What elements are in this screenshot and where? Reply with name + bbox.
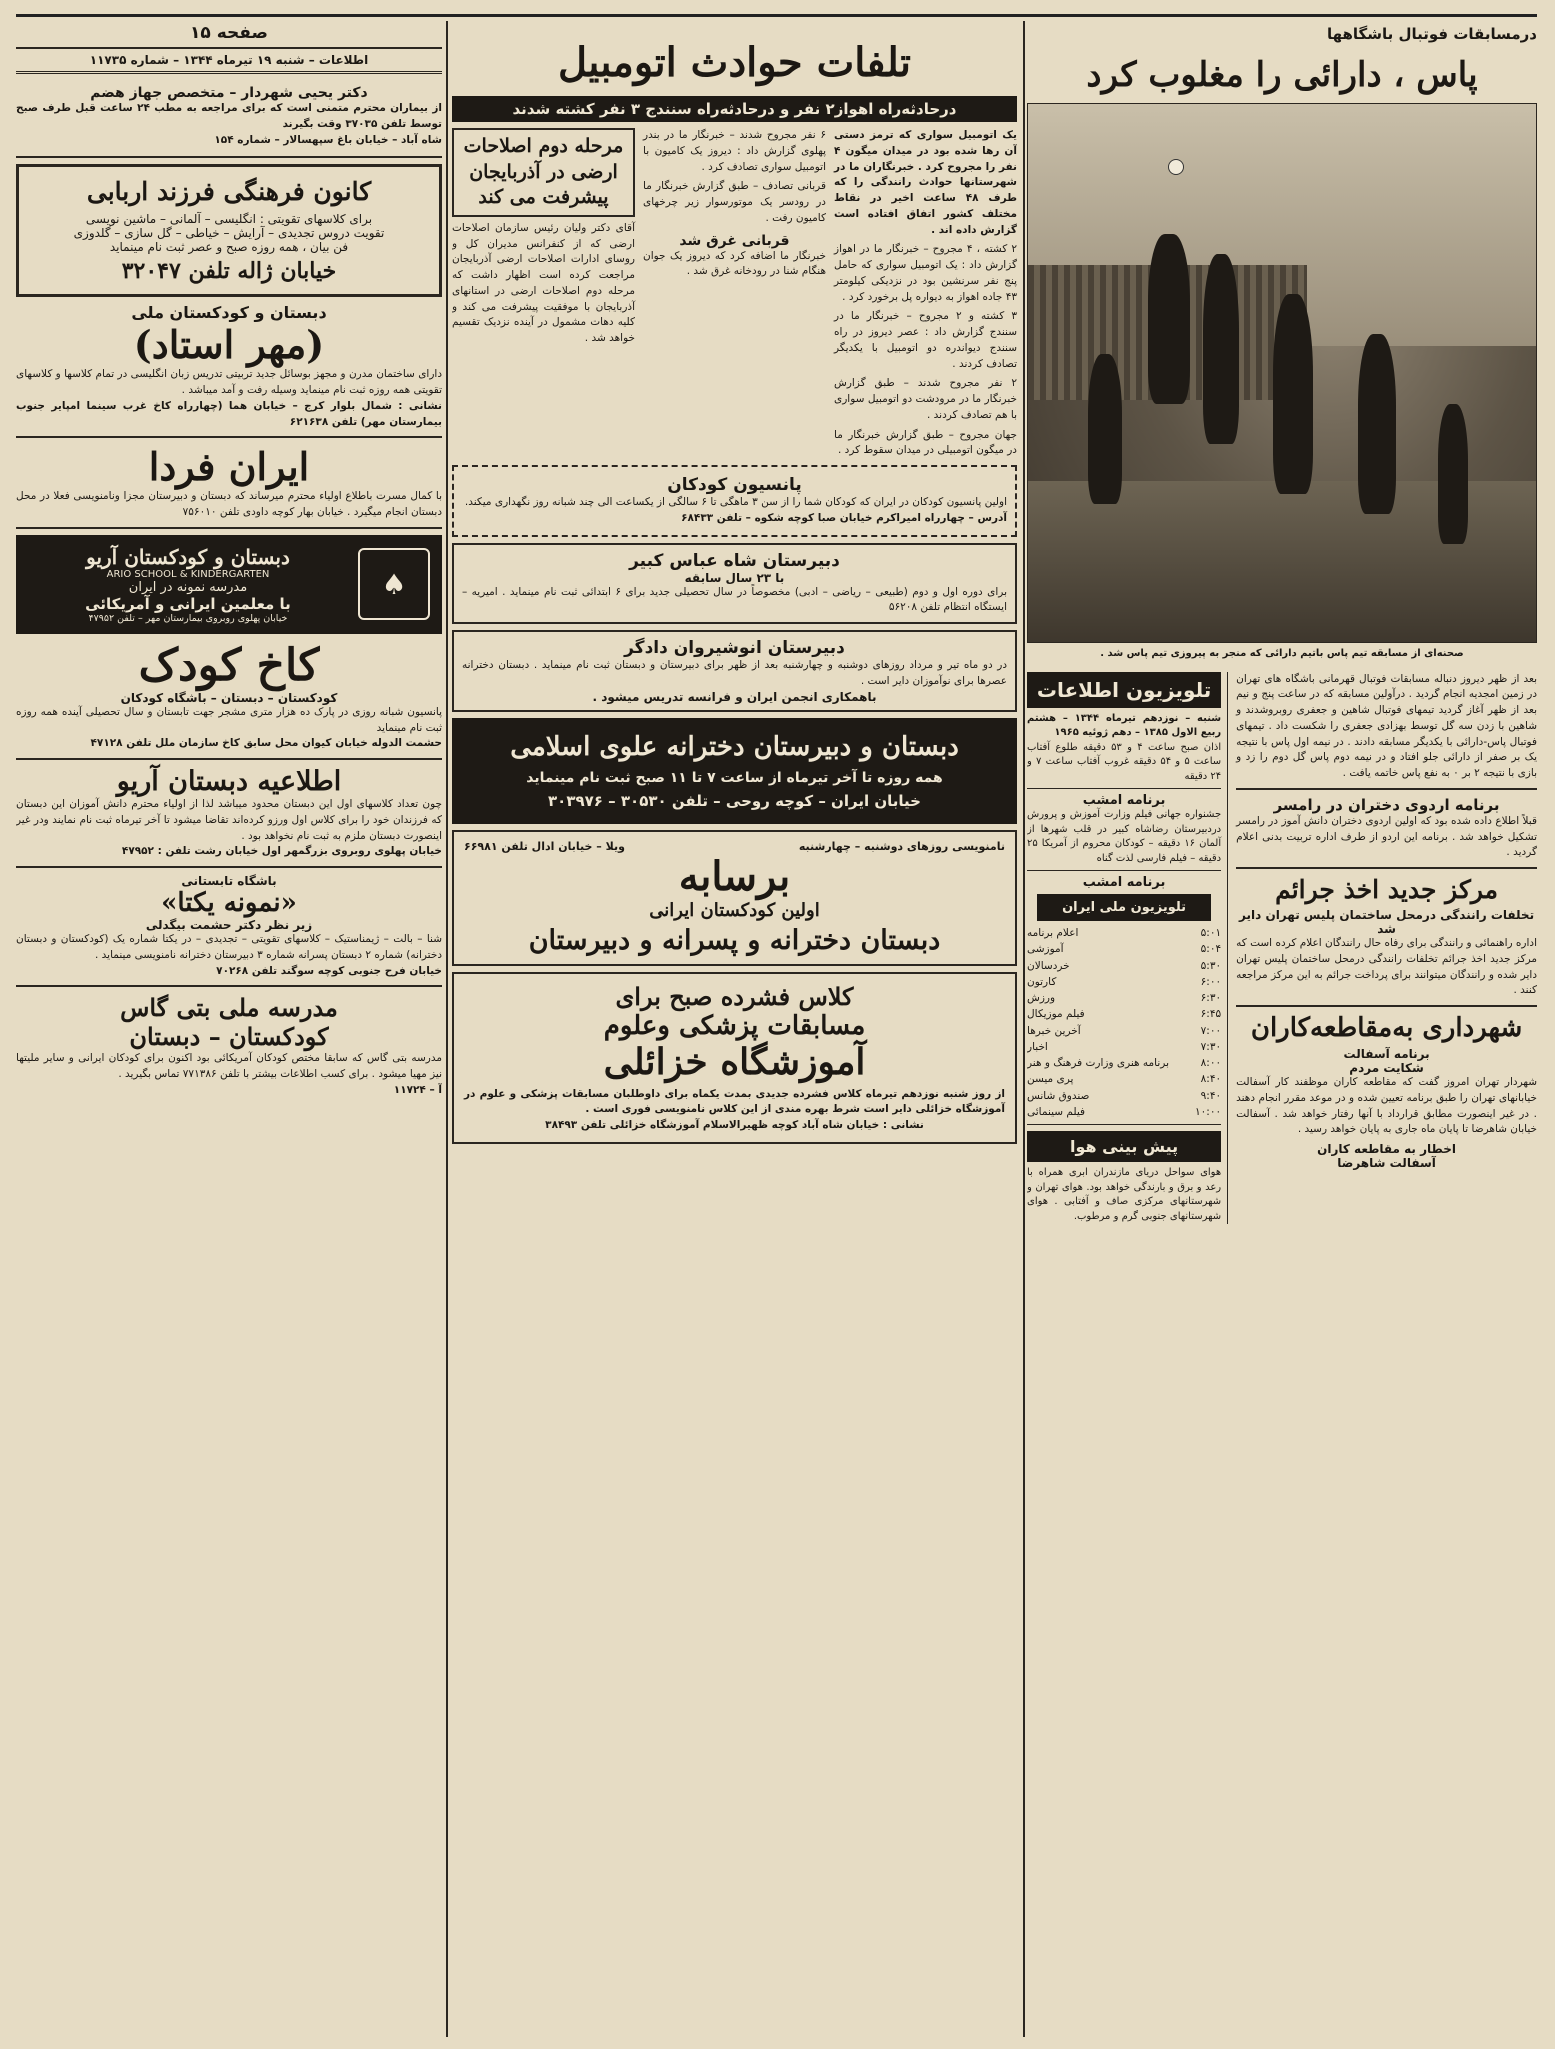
- accidents-item-2: ۶ نفر مجروح شدند – خبرنگار ما در بندر پهلوی گزارش داد : دیروز یک کامیون با اتومبیل سواری تصادف کرد .: [643, 129, 826, 173]
- pension-body: اولین پانسیون کودکان در ایران که کودکان شما را از سن ۳ ماهگی تا ۶ سالگی از یکساعت الی چند شبانه روز نگهداری میکند.: [464, 496, 1007, 508]
- municipality-body: شهردار تهران امروز گفت که مقاطعه کاران موظفند کار آسفالت خیابانهای تهران را طبق برنامه تعیین شده و در موعد مقرر انجام دهند . در غیر اینصورت مطابق قرارداد با آنها رفتار خواهد شد . آسفالت خیابان شاهرضا تا پایان ماه جاری به پایان خواهد رسید .: [1236, 1076, 1537, 1136]
- photo-caption: صحنه‌ای از مسابقه تیم پاس باتیم دارائی که منجر به پیروزی تیم پاس شد .: [1100, 648, 1464, 659]
- khazaeli-address: نشانی : خیابان شاه آباد کوچه ظهیرالاسلام آموزشگاه خزائلی تلفن ۳۸۴۹۳: [545, 1119, 924, 1131]
- player-figure: [1088, 354, 1122, 504]
- anushirvan-ad: [452, 630, 1017, 712]
- drowned-body: خبرنگار ما اضافه کرد که دیروز یک جوان هنگام شنا در رودخانه غرق شد .: [643, 249, 826, 278]
- kakh-address: حشمت الدوله خیابان کیوان محل سابق کاخ سازمان ملل تلفن ۴۷۱۲۸: [90, 737, 442, 750]
- pension-headline: پانسیون کودکان: [667, 475, 802, 495]
- kakh-sub: کودکستان – دبستان – باشگاه کودکان: [120, 690, 338, 705]
- tonight-title: برنامه امشب: [1082, 793, 1166, 808]
- iranfarda-body: با کمال مسرت باطلاع اولیاء محترم میرساند که دبستان و دبیرستان مجزا ونامنویسی فعلا در محل دبستان انجام میگیرد . خیابان بهار کوچه داودی تلفن ۷۵۶۰۱۰: [16, 490, 442, 518]
- newspaper-page: [16, 14, 1537, 2034]
- mehrostad-address: نشانی : شمال بلوار کرج – خیابان هما (چهارراه کاخ غرب سینما امپایر جنوب بیمارستان مهر) تلفن ۶۲۱۶۳۸: [16, 399, 442, 428]
- khazaeli-body: از روز شنبه نوزدهم تیرماه کلاس فشرده جدیدی بمدت یکماه برای داوطلبان مسابقات پزشکی و علوم در آموزشگاه خزائلی دایر است شرط بهره مندی از این کلاس نامنویسی فوری است .: [464, 1087, 1005, 1116]
- pension-ad: [452, 465, 1017, 537]
- tv-column: [1027, 672, 1228, 1225]
- barsabeh-ad: [452, 830, 1017, 966]
- schedule-row: ۷:۳۰ اخبار: [1027, 1040, 1222, 1053]
- barsabeh-main: دبستان دخترانه و پسرانه و دبیرستان: [528, 924, 941, 956]
- accidents-body: یک اتومبیل سواری که ترمز دستی آن رها شده بود در میدان میگون ۴ نفر را مجروح کرد . خبرنگاران ما در شهرستانها حوادث رانندگی را که طرف ۴۸ ساعت اخیر در نقاط مختلف کشور اتفاق افتاده است گزارش داده اند .: [834, 129, 1017, 236]
- betty-headline: مدرسه ملی بتی گاس: [120, 993, 338, 1023]
- municipality-sub4: آسفالت شاهرضا: [1337, 1156, 1436, 1170]
- tv-logo: تلویزیون اطلاعات: [1027, 672, 1221, 708]
- kanoon-ad: [16, 164, 442, 297]
- accidents-col-3: [452, 128, 635, 459]
- dateline: اطلاعات – شنبه ۱۹ تیرماه ۱۳۴۴ – شماره ۱۱۷۳۵: [16, 49, 442, 74]
- barsabeh-note-right: نامنویسی روزهای دوشنبه – چهارشنبه: [798, 839, 1005, 853]
- schedule-row: ۶:۳۰ ورزش: [1027, 992, 1222, 1005]
- khazaeli-line1: کلاس فشرده صبح برای: [615, 981, 854, 1011]
- ario-line1: مدرسه نمونه در ایران: [128, 579, 248, 595]
- abbas-school-headline: دبیرستان شاه عباس کبیر: [629, 550, 840, 571]
- barsabeh-name: برسابه: [678, 852, 791, 900]
- nemouneh-pre: باشگاه تابستانی: [181, 874, 277, 888]
- mehrostad-body: دارای ساختمان مدرن و مجهز بوسائل جدید تربیتی تدریس زبان انگلیسی در تمام کلاسها و کلاسهای تقویتی همه روزه ثبت نام مینماید وسیله رفت و آمد میباشد .: [16, 368, 442, 396]
- accidents-col-1: [834, 128, 1017, 459]
- nemouneh-ad: [16, 874, 442, 979]
- kakh-headline: کاخ کودک: [138, 639, 320, 691]
- betty-body: مدرسه بتی گاس که سابقا مختص کودکان آمریکائی بود اکنون برای کودکان ایرانی و سایر ملیتها نیز مهیا میشود . برای کسب اطلاعات بیشتر با تلفن ۷۷۱۳۸۶ تماس بگیرید .: [16, 1052, 442, 1080]
- football-story: [1236, 672, 1537, 1225]
- ario-notice-address: خیابان پهلوی روبروی بزرگمهر اول خیابان رشت تلفن : ۴۷۹۵۲: [121, 845, 442, 858]
- alavi-headline: دبستان و دبیرستان دخترانه علوی اسلامی: [510, 731, 959, 762]
- kakh-body: پانسیون شبانه روزی در پارک ده هزار متری مشجر جهت تابستان و سال تحصیلی آینده همه روزه ثبت نام مینماید: [16, 705, 442, 734]
- ario-notice-body: چون تعداد کلاسهای اول این دبستان محدود میباشد لذا از اولیاء محترم دانش آموزان این دبستان که فرزندان خود را برای کلاس اول ورزو کرده‌اند تقاضا میشود تا آخر تیرماه ثبت نام نمایند ودر غیر اینصورت دبستان ملزم به ثبت نام نخواهد بود .: [16, 798, 442, 842]
- iranfarda-ad: [16, 444, 442, 521]
- schedule-row: ۶:۴۵ فیلم موزیکال: [1027, 1008, 1222, 1021]
- crime-center-subhead: تخلفات رانندگی درمحل ساختمان پلیس تهران دایر شد: [1239, 908, 1535, 936]
- football-body-area: [1027, 672, 1537, 1225]
- schedule-row: ۸:۰۰ برنامه هنری وزارت فرهنگ و هنر: [1027, 1057, 1222, 1070]
- kanoon-headline: کانون فرهنگی فرزند اربابی: [86, 177, 372, 207]
- betty-ad: [16, 993, 442, 1098]
- football-photo: [1027, 103, 1537, 643]
- tonight-text: جشنواره جهانی فیلم وزارت آموزش و پرورش دردبیرستان رضاشاه کبیر در قلب شهرها از آلمان ۱۶ دقیقه – کودکان محروم از آمریکا ۲۵ دقیقه – فیلم فارسی لذت گناه: [1027, 809, 1222, 864]
- anushirvan-body: در دو ماه تیر و مرداد روزهای دوشنبه و چهارشنبه بعد از ظهر برای دبیرستان و دبستان ثبت نام مینماید . دبستان دخترانه عصرها برای نوآموزان دایر است .: [462, 659, 1007, 687]
- ario-headline: دبستان و کودکستان آریو: [86, 544, 290, 569]
- schedule-row: ۶:۰۰ کارتون: [1027, 975, 1222, 988]
- girls-camp-headline: برنامه اردوی دختران در رامسر: [1273, 795, 1500, 814]
- section-label-bar: [1027, 19, 1537, 49]
- accidents-item-5: ۲ نفر مجروح شدند – طبق گزارش خبرنگار ما در مرودشت دو اتومبیل سواری با هم تصادف کردند .: [834, 377, 1017, 421]
- accidents-item-6: جهان مجروح – طبق گزارش خبرنگار ما در میگون اتومبیلی در میدان سقوط کرد .: [834, 428, 1017, 457]
- kanoon-line1: برای کلاسهای تقویتی : انگلیسی – آلمانی – ماشین نویسی: [85, 212, 373, 227]
- column-left: [16, 83, 442, 2033]
- weather-logo: پیش بینی هوا: [1027, 1131, 1221, 1162]
- player-figure: [1203, 254, 1239, 444]
- khazaeli-name: آموزشگاه خزائلی: [603, 1040, 866, 1083]
- page-number: صفحه ۱۵: [16, 19, 442, 49]
- ario-address: خیابان پهلوی روبروی بیمارستان مهر – تلفن ۴۷۹۵۲: [88, 612, 288, 624]
- ario-ad: [16, 535, 442, 634]
- municipality-sub2: شکایت مردم: [1349, 1061, 1424, 1075]
- mehrostad-ad: [16, 303, 442, 430]
- schedule-row: ۵:۰۴ آموزشی: [1027, 943, 1222, 956]
- barsabeh-notes: [464, 840, 1005, 853]
- ario-line2: با معلمین ایرانی و آمریکائی: [85, 594, 291, 613]
- anushirvan-headline: دبیرستان انوشیروان دادگر: [624, 638, 845, 658]
- schedule-row: ۸:۴۰ پری میسن: [1027, 1073, 1222, 1086]
- doctor-ad: [16, 83, 442, 150]
- column-rule: [446, 21, 448, 2037]
- nemouneh-headline: «نمونه یکتا»: [161, 888, 297, 918]
- drowned-headline: قربانی غرق شد: [679, 232, 790, 249]
- channel-logo: تلویزیون ملی ایران: [1037, 894, 1211, 921]
- municipality-headline: شهرداری به‌مقاطعه‌کاران: [1250, 1013, 1523, 1043]
- prayer-times: اذان صبح ساعت ۴ و ۵۳ دقیقه طلوع آفتاب ساعت ۵ و ۵۴ دقیقه غروب آفتاب ساعت ۷ و ۲۴ دقیقه: [1027, 741, 1222, 782]
- section-label: درمسابقات فوتبال باشگاهها: [1326, 25, 1537, 43]
- iranfarda-headline: ایران فردا: [148, 444, 310, 490]
- schedule-row: ۱۰:۰۰ فیلم سینمائی: [1027, 1105, 1222, 1118]
- crime-center-headline: مرکز جدید اخذ جرائم: [1275, 875, 1499, 904]
- masthead: [16, 19, 442, 74]
- football-headline: پاس ، دارائی را مغلوب کرد: [1086, 55, 1478, 95]
- accidents-subhead: درحادثه‌راه اهواز۲ نفر و درحادثه‌راه سنندج ۳ نفر کشته شدند: [452, 96, 1017, 122]
- tonight-title-2: برنامه امشب: [1082, 875, 1166, 890]
- weather-text: هوای سواحل دریای مازندران ابری همراه با رعد و برق و بارندگی خواهد بود. هوای تهران و شهرستانهای مرکزی صاف و آفتابی . هوای شهرستانهای جنوبی گرم و مرطوب.: [1027, 1167, 1222, 1222]
- kanoon-line2: تقویت دروس تجدیدی – آرایش – خیاطی – گل سازی – گلدوزی: [73, 226, 385, 241]
- betty-sub: کودکستان – دبستان: [129, 1022, 329, 1052]
- pension-address: آدرس – چهارراه امیراکرم خیابان صبا کوچه شکوه – تلفن ۶۸۴۳۳: [681, 511, 1007, 524]
- accidents-item-3: قربانی تصادف – طبق گزارش خبرنگار ما در رودسر یک موتورسوار زیر چرخهای کامیون رفت .: [643, 180, 826, 224]
- column-right: [1027, 49, 1537, 2033]
- accidents-headline: تلفات حوادث اتومبیل: [557, 39, 912, 86]
- girls-camp-body: قبلاً اطلاع داده شده بود که اولین اردوی دختران دانش آموز در رامسر تشکیل خواهد شد . برنامه این اردو از طرف اداره تربیت بدنی اعلام گردید .: [1236, 814, 1537, 859]
- nemouneh-sub: زیر نظر دکتر حشمت بیگدلی: [145, 918, 313, 932]
- alavi-address: خیابان ایران – کوچه روحی – تلفن ۳۰۵۳۰ – ۳۰۳۹۷۶: [548, 791, 921, 810]
- schedule-row: ۹:۴۰ صندوق شانس: [1027, 1089, 1222, 1102]
- nemouneh-body: شنا – بالت – ژیمناستیک – کلاسهای تقویتی – تجدیدی – در یکتا شماره یک (کودکستان و دبستان دخترانه) شماره ۲ دبستان پسرانه شماره ۳ دبیرستان دخترانه نامنویسی مینماید .: [16, 933, 442, 961]
- ball-icon: [1168, 159, 1184, 175]
- schedule-row: ۵:۰۱ اعلام برنامه: [1027, 927, 1222, 939]
- kanoon-address: خیابان ژاله تلفن ۳۲۰۴۷: [121, 258, 337, 285]
- doctor-address: شاه آباد – خیابان باغ سپهسالار – شماره ۱۵۴: [214, 133, 442, 146]
- player-figure: [1438, 404, 1468, 544]
- doctor-body: از بیماران محترم متمنی است که برای مراجعه به مطب ۲۴ ساعت قبل طرف صبح توسط تلفن ۳۷۰۳۵ وقت بگیرند: [16, 102, 442, 130]
- abbas-school-subhead: با ۲۳ سال سابقه: [684, 570, 785, 585]
- schedule-row: ۷:۰۰ آخرین خبرها: [1027, 1024, 1222, 1037]
- ario-emblem-icon: ♠: [358, 548, 430, 620]
- abbas-school-ad: [452, 543, 1017, 625]
- alavi-ad: [452, 718, 1017, 824]
- khazaeli-ad: [452, 972, 1017, 1144]
- player-figure: [1358, 334, 1396, 514]
- abbas-school-body: برای دوره اول و دوم (طبیعی – ریاضی – ادبی) مخصوصاً در سال تحصیلی جدید برای ۶ ابتدائی ثبت نام مینماید . امیریه – ایستگاه انتظام تلفن ۵۶۲۰۸: [462, 585, 1007, 614]
- mehrostad-name: (مهر استاد): [133, 322, 325, 368]
- column-middle: [452, 21, 1017, 2033]
- barsabeh-note-left: ویلا – خیابان ادال تلفن ۶۶۹۸۱: [464, 839, 625, 853]
- schedule-row: ۵:۳۰ خردسالان: [1027, 959, 1222, 972]
- ario-notice-headline: اطلاعیه دبستان آریو: [116, 766, 342, 797]
- kanoon-line3: فن بیان ، همه روزه صبح و عصر ثبت نام مینماید: [109, 240, 349, 255]
- accidents-col-2: [643, 128, 826, 459]
- accidents-item-4: ۳ کشته و ۲ مجروح – خبرنگار ما در سنندج گزارش داد : عصر دیروز در راه سنندج دیواندره دو اتومبیل با یکدیگر تصادف کردند .: [834, 310, 1017, 370]
- khazaeli-line2: مسابقات پزشکی وعلوم: [603, 1010, 866, 1041]
- crime-center-body: اداره راهنمائی و رانندگی برای رفاه حال رانندگان اعلام کرده است که مرکز جدید اخذ جرائم تخلفات رانندگی درمحل ساختمان پلیس تهران دایر شده و رانندگان میتوانند برای پرداخت جرائم به این مرکز مراجعه کنند .: [1236, 937, 1537, 997]
- kakh-ad: [16, 640, 442, 752]
- ario-notice: [16, 766, 442, 860]
- anushirvan-footer: باهمکاری انجمن ایران و فرانسه تدریس میشود .: [592, 689, 877, 704]
- tv-schedule: [1027, 925, 1221, 1120]
- accidents-item-1: ۲ کشته ، ۴ مجروح – خبرنگار ما در اهواز گزارش داد : یک اتومبیل سواری که حامل پنج نفر سرنشین بود در نزدیکی کیلومتر ۴۳ جاده اهواز به دیواره پل برخورد کرد .: [834, 243, 1017, 303]
- municipality-sub3: اخطار به مقاطعه کاران: [1317, 1142, 1456, 1156]
- municipality-sub1: برنامه آسفالت: [1343, 1047, 1430, 1061]
- accidents-columns: [452, 128, 1017, 459]
- nemouneh-address: خیابان فرح جنوبی کوچه سوگند تلفن ۷۰۲۶۸: [216, 964, 442, 977]
- column-rule: [1023, 21, 1025, 2037]
- ario-english: ARIO SCHOOL & KINDERGARTEN: [106, 568, 270, 580]
- player-figure: [1273, 294, 1313, 494]
- azerbaijan-body: آقای دکتر ولیان رئیس سازمان اصلاحات ارضی که از کنفرانس مدیران کل و روسای ادارات اصلاحات ارضی آذربایجان مراجعت کرده است اظهار داشت که مرحله دوم اصلاحات ارضی در استانهای آذربایجان با موفقیت پیشرفت می کند و کلیه دهات مشمول در آینده نزدیک تقسیم خواهد شد .: [452, 221, 635, 345]
- doctor-headline: دکتر یحیی شهردار – متخصص جهاز هضم: [90, 85, 368, 101]
- player-figure: [1148, 234, 1190, 404]
- mehrostad-pre: دبستان و کودکستان ملی: [131, 303, 327, 323]
- betty-footer: آ – ۱۱۷۲۴: [393, 1083, 442, 1096]
- alavi-line: همه روزه تا آخر تیرماه از ساعت ۷ تا ۱۱ صبح ثبت نام مینماید: [526, 769, 943, 786]
- tv-date: شنبه – نوزدهم تیرماه ۱۳۴۴ – هشتم ربیع الاول ۱۳۸۵ – دهم ژوئیه ۱۹۶۵: [1027, 712, 1222, 738]
- barsabeh-tagline: اولین کودکستان ایرانی: [649, 899, 820, 921]
- azerbaijan-headline: مرحله دوم اصلاحات ارضی در آذربایجان پیشرفت می کند: [452, 128, 635, 217]
- football-body: بعد از ظهر دیروز دنباله مسابقات فوتبال قهرمانی باشگاه های تهران در زمین امجدیه انجام گردید . درآولین مسابقه که در ساعت پنج و نیم بعد از ظهر آغاز گردید تیمهای فوتبال شاهین و جعفری روبروشدند و شاهین با زدن سه گل توسط بهزادی جعفری را شکست داد . تیمهای فوتبال پاس-دارائی با یکدیگر مسابقه دادند . در نیمه اول پاس با نتیجه یک بر صفر از دارائی جلو افتاد و در نیمه دوم پاس گل دوم را زد و بازی با نتیجه ۲ بر ۰ به نفع پاس خاتمه یافت .: [1236, 672, 1537, 779]
